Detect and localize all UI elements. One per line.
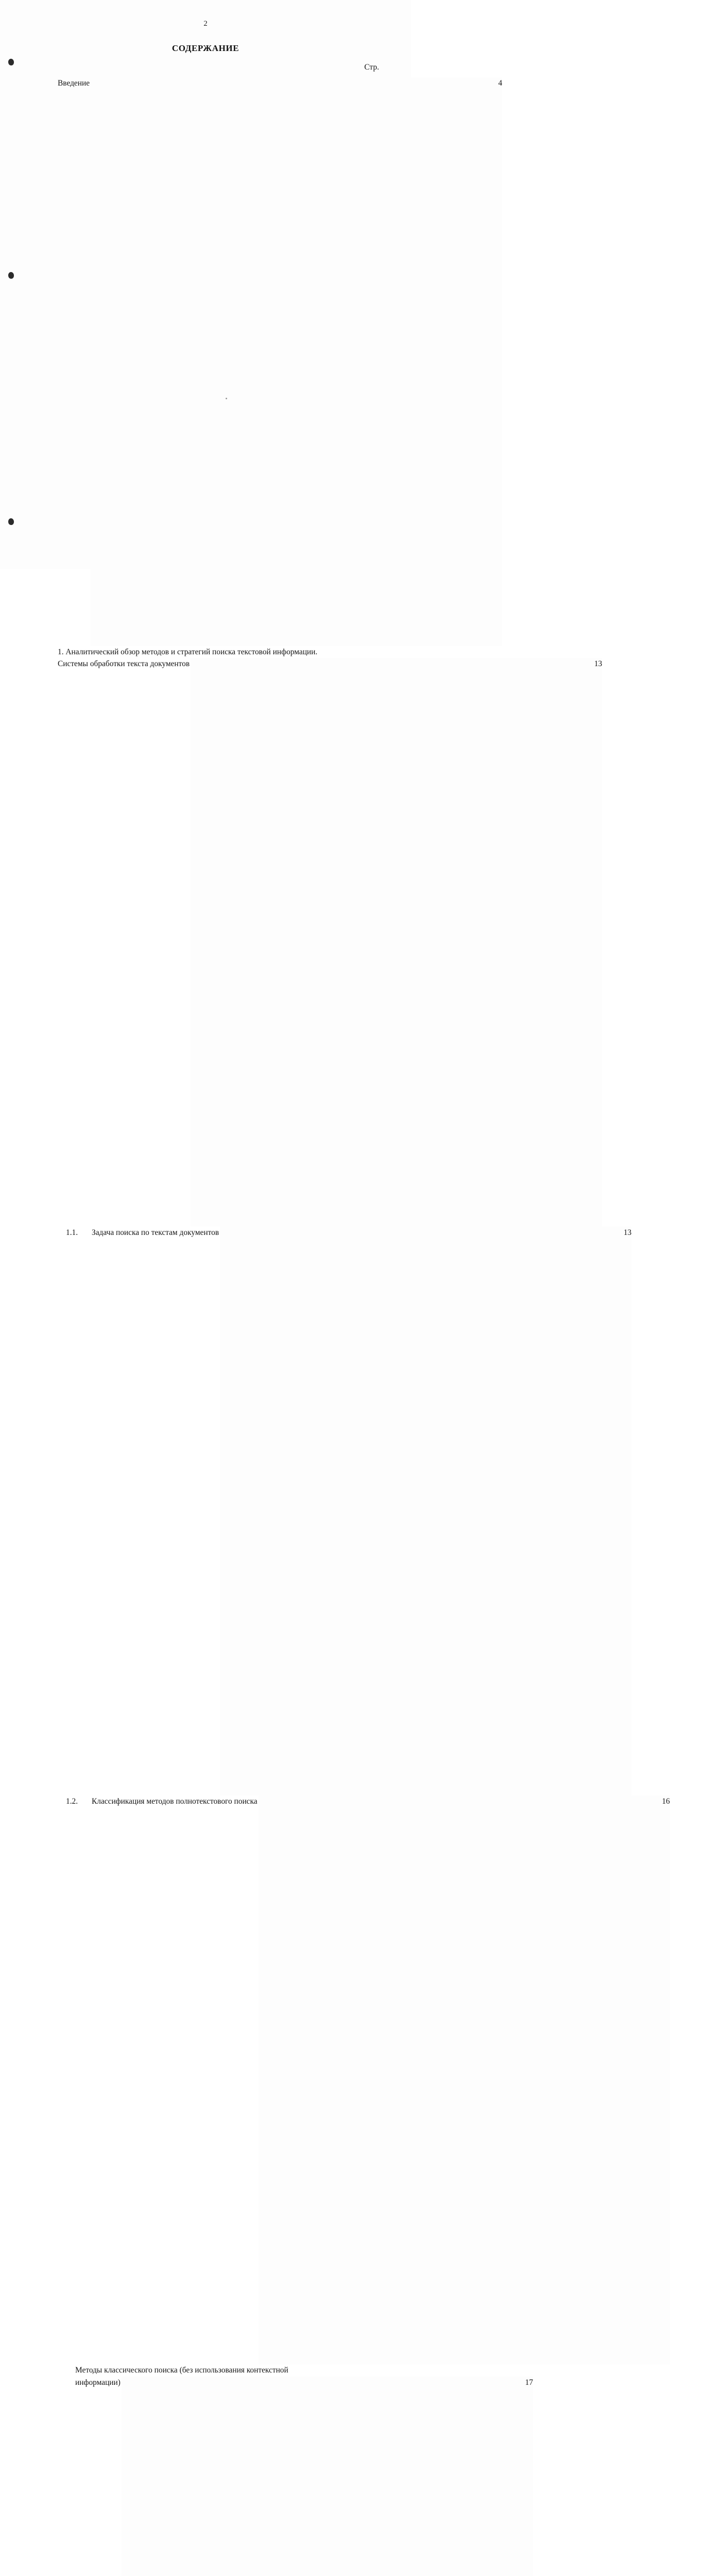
toc-entry-page: 4 — [91, 77, 502, 646]
toc-entry[interactable] — [58, 646, 381, 658]
page-column-label: Стр. — [364, 63, 379, 72]
toc-entry-title: Системы обработки текста документов — [58, 659, 190, 669]
page-number: 2 — [203, 20, 208, 28]
table-of-contents — [58, 77, 670, 2576]
toc-entry-title: Методы классического поиска (без использования контекстной — [75, 2366, 288, 2375]
toc-entry[interactable] — [58, 77, 503, 646]
toc-entry[interactable] — [75, 2364, 381, 2376]
speck-mark — [226, 398, 227, 399]
toc-entry-page: 13 — [220, 1227, 631, 1795]
toc-entry-title: Классификация методов полнотекстового поиска — [92, 1797, 258, 1806]
toc-entry-title: информации) — [75, 2378, 121, 2387]
binder-hole-icon — [8, 272, 14, 279]
toc-entry-number: 1. — [58, 648, 66, 656]
binder-hole-icon — [8, 59, 14, 66]
toc-entry[interactable] — [75, 2377, 533, 2576]
toc-entry-title: Задача поиска по текстам документов — [92, 1228, 219, 1238]
toc-entry-number: 1.1. — [66, 1228, 78, 1238]
toc-entry[interactable] — [66, 1795, 670, 2364]
binder-hole-icon — [8, 518, 14, 526]
toc-entry-page: 13 — [191, 658, 602, 1227]
toc-entry[interactable] — [58, 658, 603, 1227]
toc-entry-page: 17 — [122, 2377, 533, 2576]
toc-entry-number: 1.2. — [66, 1797, 78, 1806]
toc-entry-page: 16 — [259, 1795, 670, 2364]
toc-entry-title: Введение — [58, 79, 90, 88]
toc-entry-title: Аналитический обзор методов и стратегий поиска текстовой информации. — [65, 648, 318, 656]
page-title: СОДЕРЖАНИЕ — [172, 43, 239, 53]
toc-entry[interactable] — [66, 1227, 632, 1795]
